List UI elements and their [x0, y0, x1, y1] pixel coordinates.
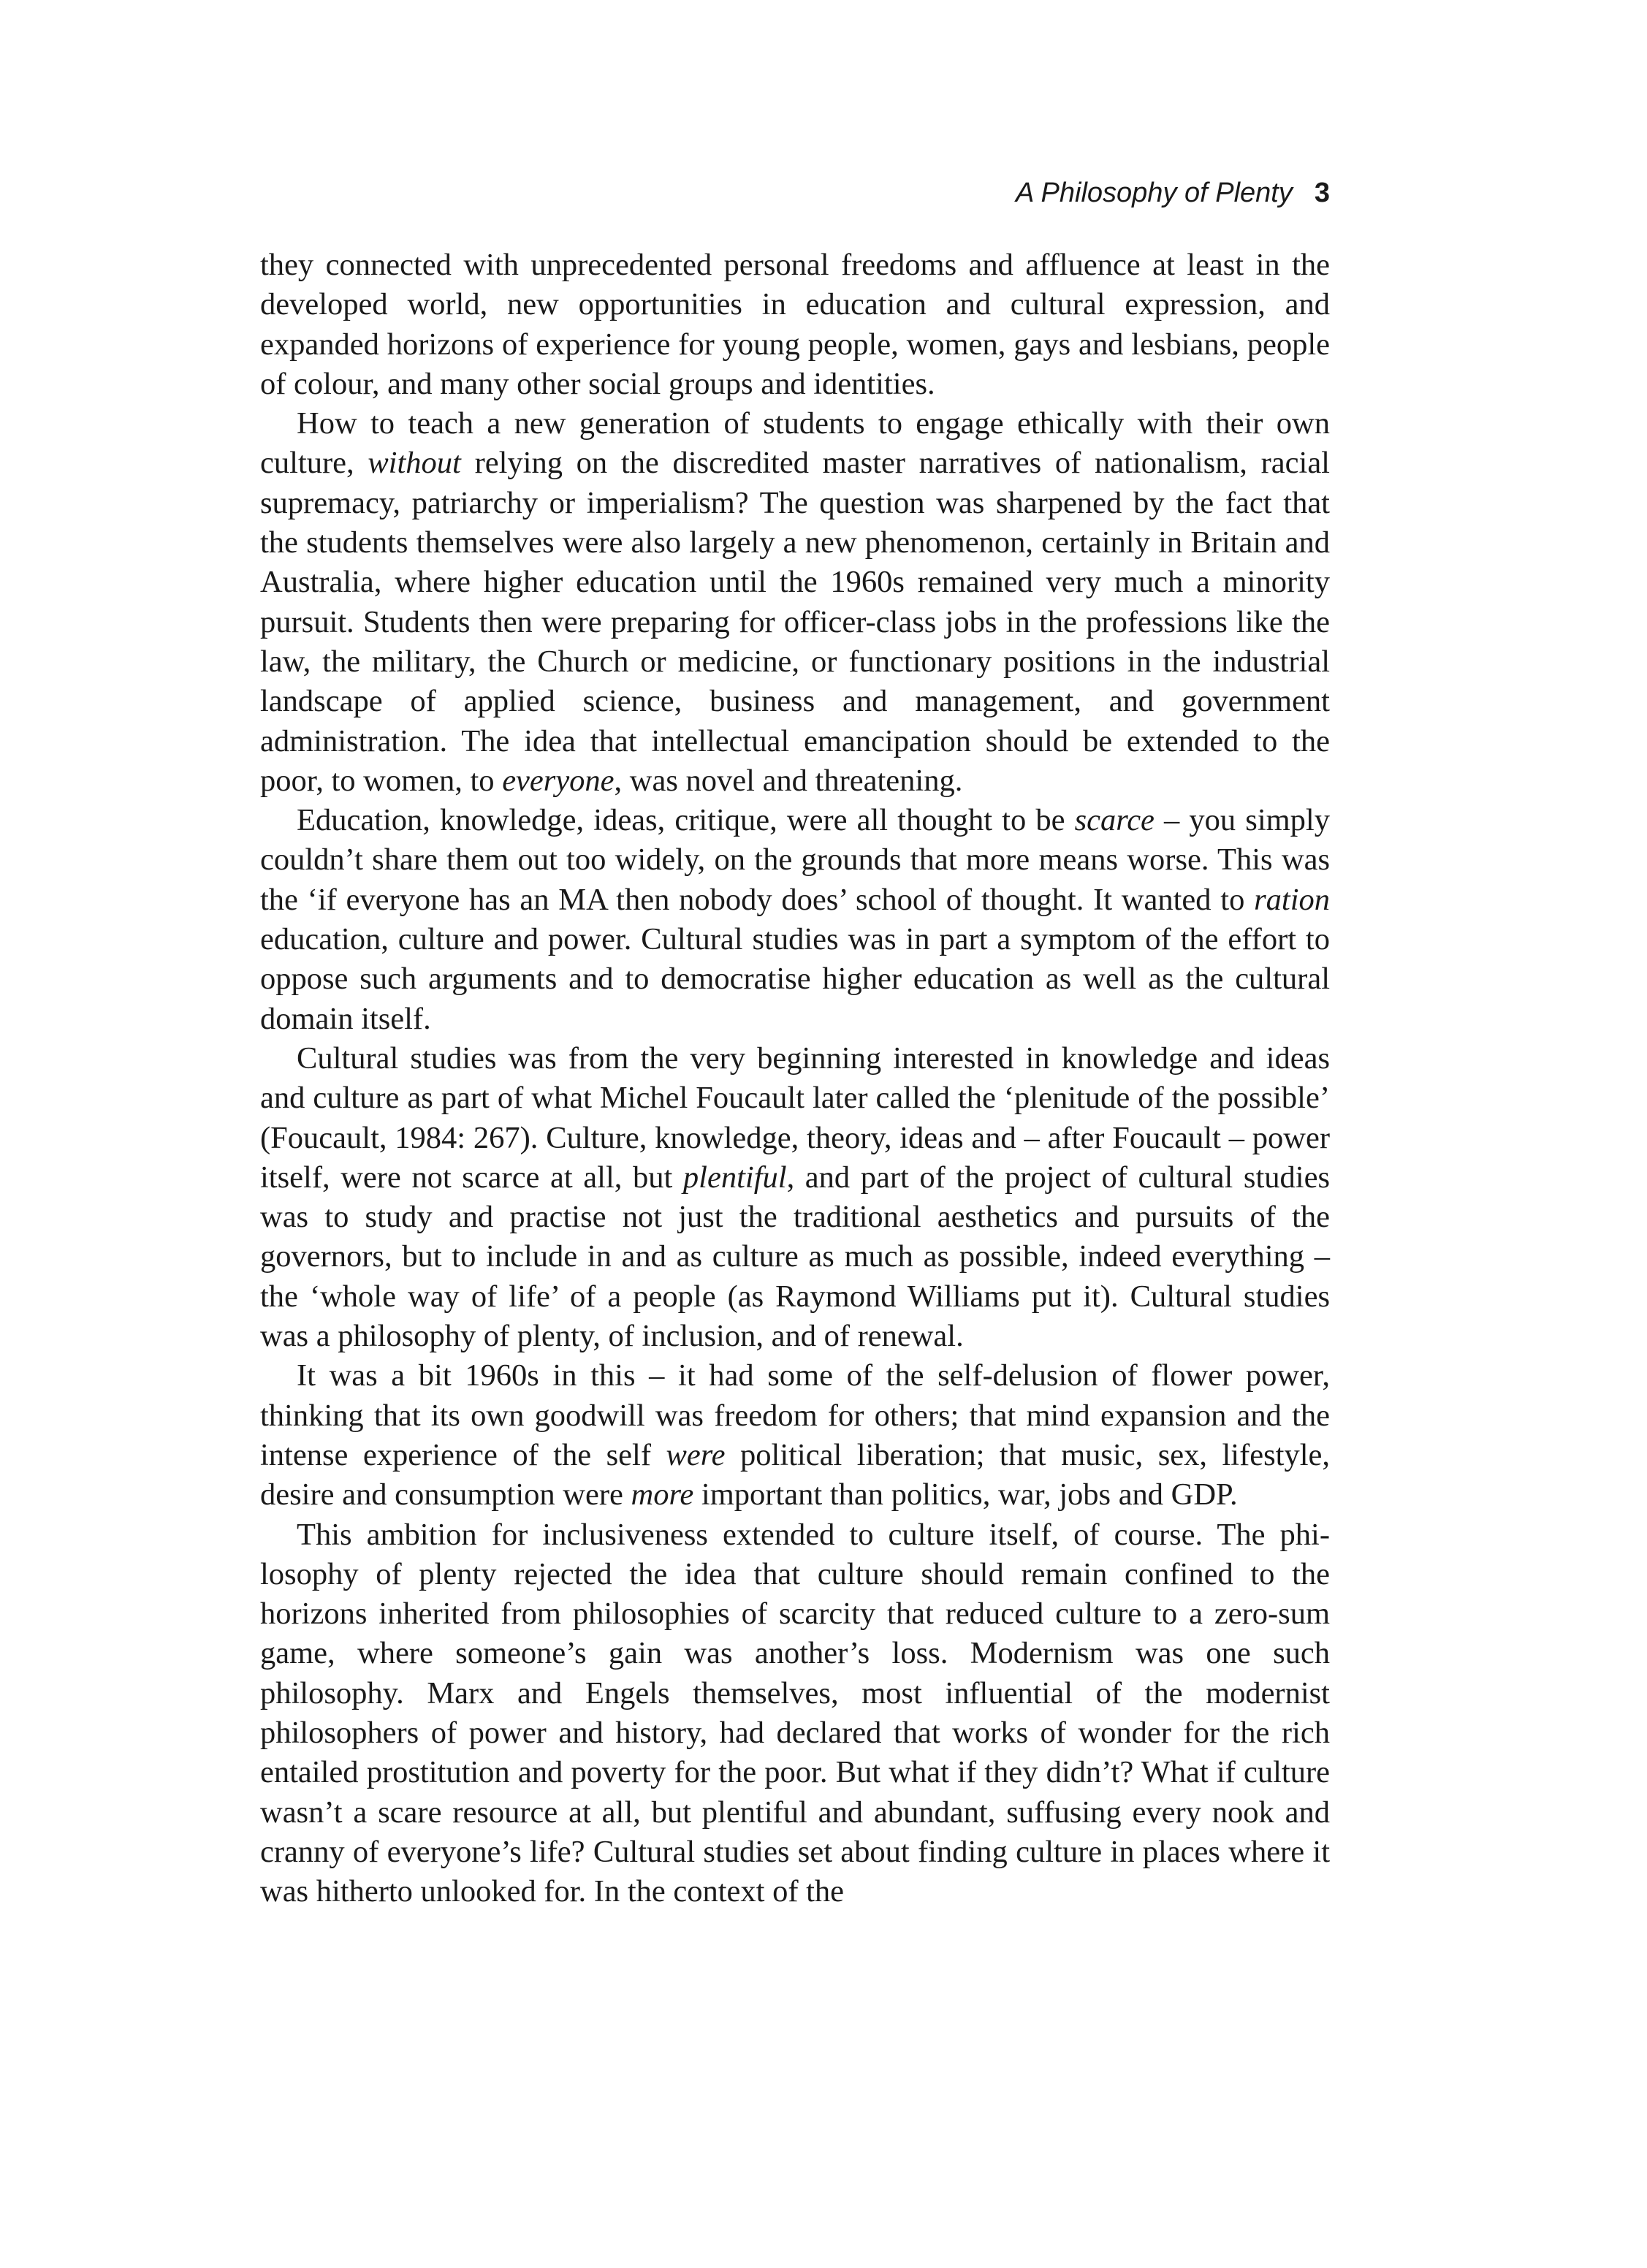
paragraph-2: How to teach a new generation of students to engage ethically with their own culture, without relying on the discredited master narratives of nationalism, racial supremacy, patriarchy or imperialism? The question was sharpened by the fact that the students themselves were also largely a new phenomenon, certainly in Britain and Australia, where higher education until the 1960s remained very much a minority pursuit. Students then were preparing for officer-class jobs in the professions like the law, the military, the Church or medicine, or functionary positions in the industrial landscape of applied science, business and management, and government administration. The idea that intellectual emancipation should be extended to the poor, to women, to everyone, was novel and threatening. [260, 406, 1330, 798]
emphasis: were [666, 1437, 726, 1472]
running-head [260, 175, 1330, 210]
running-head-title: A Philosophy of Plenty [1016, 178, 1293, 208]
emphasis: without [368, 446, 461, 481]
paragraph-1: they connected with unprecedented personal freedoms and affluence at least in the developed world, new opportunities in education and cultural expression, and expanded horizons of experience for young people, women, gays and lesbians, people of colour, and many other social groups and identities. [260, 248, 1330, 401]
emphasis: plentiful [682, 1160, 787, 1195]
paragraph-3: Education, knowledge, ideas, critique, were all thought to be scarce – you simply couldn’t share them out too widely, on the grounds that more means worse. This was the ‘if everyone has an MA then nobody does’ school of thought. It wanted to ration education, culture and power. Cultural studies was in part a symptom of the effort to oppose such arguments and to democratise higher education as well as the cultural domain itself. [260, 803, 1330, 1036]
paragraph-6: This ambition for inclusiveness extended to culture itself, of course. The philosophy of plenty rejected the idea that culture should remain confined to the horizons inherited from philosophies of scarcity that reduced culture to a zero-sum game, where someone’s gain was another’s loss. Modernism was one such philosophy. Marx and Engels themselves, most influential of the modernist philosophers of power and history, had declared that works of wonder for the rich entailed prostitution and poverty for the poor. But what if they didn’t? What if culture wasn’t a scare resource at all, but plentiful and abundant, suffusing every nook and cranny of everyone’s life? Cultural studies set about finding culture in places where it was hitherto unlooked for. In the context of the [260, 1517, 1330, 1909]
emphasis: more [631, 1477, 694, 1512]
emphasis: ration [1254, 882, 1330, 917]
emphasis: everyone [502, 763, 615, 798]
emphasis: scarce [1074, 803, 1155, 838]
page-number: 3 [1314, 178, 1330, 208]
paragraph-5: It was a bit 1960s in this – it had some of the self-delusion of flower power, thinking that its own goodwill was freedom for others; that mind expansion and the intense experience of the self were political liberation; that music, sex, lifestyle, desire and consumption were more important than politics, war, jobs and GDP. [260, 1358, 1330, 1512]
body-text [260, 246, 1330, 1911]
paragraph-4: Cultural studies was from the very beginning interested in knowledge and ideas and culture as part of what Michel Foucault later called the ‘plenitude of the possible’ (Foucault, 1984: 267). Culture, knowledge, theory, ideas and – after Foucault – power itself, were not scarce at all, but plentiful, and part of the project of cultural studies was to study and practise not just the traditional aesthetics and pursuits of the governors, but to include in and as culture as much as possible, indeed everything – the ‘whole way of life’ of a people (as Raymond Williams put it). Cultural studies was a philosophy of plenty, of inclusion, and of renewal. [260, 1040, 1330, 1354]
